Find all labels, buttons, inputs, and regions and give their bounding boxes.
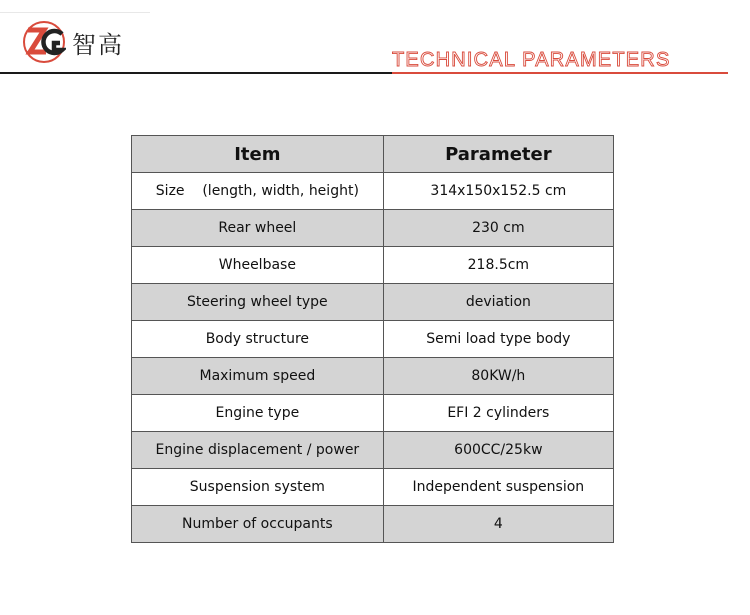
column-header-item: Item <box>132 136 384 173</box>
row-item: Suspension system <box>132 469 384 506</box>
header <box>0 0 750 76</box>
row-value: Semi load type body <box>383 321 613 358</box>
table-row <box>132 469 614 506</box>
row-item: Number of occupants <box>132 506 384 543</box>
row-item: Size (length, width, height) <box>132 173 384 210</box>
row-item: Rear wheel <box>132 210 384 247</box>
header-divider-dark <box>0 72 392 74</box>
row-value: Independent suspension <box>383 469 613 506</box>
column-header-parameter: Parameter <box>383 136 613 173</box>
table-row <box>132 432 614 469</box>
row-value: 80KW/h <box>383 358 613 395</box>
table-row <box>132 284 614 321</box>
row-item: Engine type <box>132 395 384 432</box>
row-value: 230 cm <box>383 210 613 247</box>
row-item: Steering wheel type <box>132 284 384 321</box>
row-value: 218.5cm <box>383 247 613 284</box>
row-item: Body structure <box>132 321 384 358</box>
table-row <box>132 247 614 284</box>
row-item: Wheelbase <box>132 247 384 284</box>
table-row <box>132 506 614 543</box>
table-row <box>132 173 614 210</box>
table-row <box>132 210 614 247</box>
table-header-row <box>132 136 614 173</box>
row-item: Maximum speed <box>132 358 384 395</box>
brand-logo <box>22 20 124 64</box>
header-divider-red <box>392 72 728 74</box>
row-value: 600CC/25kw <box>383 432 613 469</box>
parameters-table <box>131 135 614 543</box>
table-row <box>132 358 614 395</box>
table-row <box>132 395 614 432</box>
page-title: TECHNICAL PARAMETERS <box>392 49 671 71</box>
brand-chinese-name: 智高 <box>72 30 124 59</box>
top-divider <box>0 12 150 13</box>
row-item: Engine displacement / power <box>132 432 384 469</box>
row-value: 314x150x152.5 cm <box>383 173 613 210</box>
row-value: EFI 2 cylinders <box>383 395 613 432</box>
table-row <box>132 321 614 358</box>
zg-logo-icon <box>22 20 66 64</box>
row-value: 4 <box>383 506 613 543</box>
row-value: deviation <box>383 284 613 321</box>
